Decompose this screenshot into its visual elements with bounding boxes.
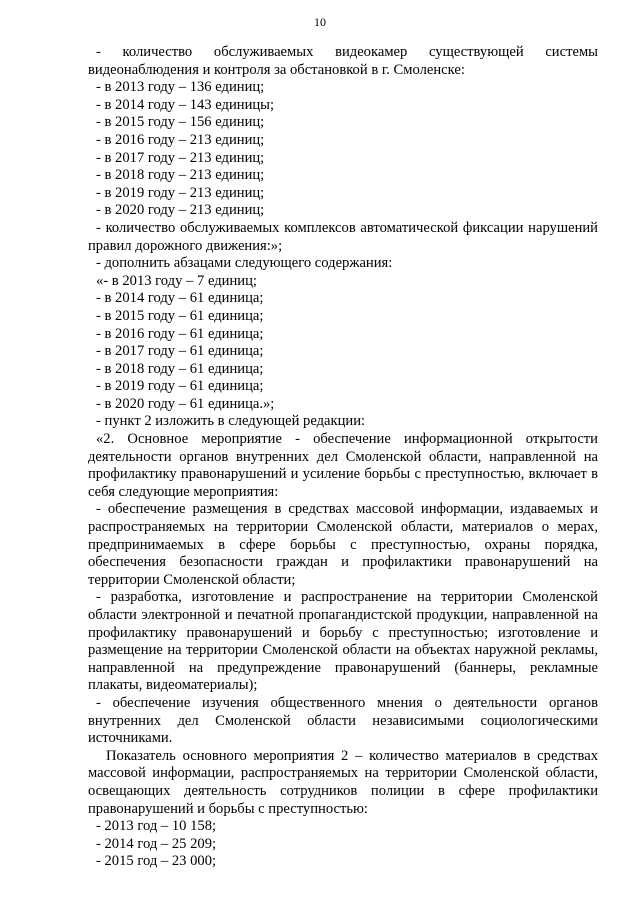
list-item: - в 2018 году – 61 единица; (96, 360, 264, 377)
list-item: - пункт 2 изложить в следующей редакции: (96, 413, 366, 430)
list-item: - 2015 год – 23 000; (96, 853, 217, 870)
list-item: - в 2015 году – 156 единиц; (96, 114, 265, 131)
list-item: - в 2020 году – 213 единиц; (96, 202, 265, 219)
list-item: - 2013 год – 10 158; (96, 818, 217, 835)
list-item: - в 2019 году – 213 единиц; (96, 184, 265, 201)
page-number: 10 (314, 15, 326, 29)
list-item: - в 2014 году – 143 единицы; (96, 96, 275, 113)
paragraph: - количество обслуживаемых комплексов автоматической фиксации нарушений правил дорожного движения:»; (88, 219, 598, 254)
paragraph: - обеспечение изучения общественного мнения о деятельности органов внутренних дел Смоленской области независимыми социологическими источниками. (88, 694, 598, 747)
list-item: - дополнить абзацами следующего содержания: (96, 255, 393, 272)
document-body (88, 44, 598, 871)
list-item: - в 2019 году – 61 единица; (96, 378, 264, 395)
list-item: - в 2016 году – 213 единиц; (96, 131, 265, 148)
list-item: «- в 2013 году – 7 единиц; (96, 272, 257, 289)
list-item: - в 2018 году – 213 единиц; (96, 167, 265, 184)
paragraph: Показатель основного мероприятия 2 – количество материалов в средствах массовой информации, распространяемых на территории Смоленской области, освещающих деятельность сотрудников полиции в сфере профилактики правонарушений и борьбы с преступностью: (88, 747, 598, 817)
list-item: - в 2017 году – 213 единиц; (96, 149, 265, 166)
paragraph: - разработка, изготовление и распространение на территории Смоленской области электронной и печатной пропагандистской продукции, направленной на профилактику правонарушений и борьбу с преступностью; изготовление и размещение на территории Смоленской области на объектах наружной рекламы, направленной на предупреждение правонарушений (баннеры, рекламные плакаты, видеоматериалы); (88, 589, 598, 694)
list-item: - в 2014 году – 61 единица; (96, 290, 264, 307)
list-item: - в 2013 году – 136 единиц; (96, 79, 265, 96)
list-item: - в 2016 году – 61 единица; (96, 325, 264, 342)
paragraph: - обеспечение размещения в средствах массовой информации, издаваемых и распространяемых на территории Смоленской области, материалов о мерах, предпринимаемых в сфере борьбы с преступностью, охраны порядка, обеспечения безопасности граждан и профилактики правонарушений на территории Смоленской области; (88, 501, 598, 588)
paragraph: - количество обслуживаемых видеокамер существующей системы видеонаблюдения и контроля за обстановкой в г. Смоленске: (88, 44, 598, 78)
list-item: - в 2015 году – 61 единица; (96, 307, 264, 324)
list-item: - в 2017 году – 61 единица; (96, 343, 264, 360)
list-item: - в 2020 году – 61 единица.»; (96, 395, 275, 412)
list-item: - 2014 год – 25 209; (96, 835, 217, 852)
paragraph: «2. Основное мероприятие - обеспечение информационной открытости деятельности органов внутренних дел Смоленской области, направленной на профилактику правонарушений и усиление борьбы с преступностью, включает в себя следующие мероприятия: (88, 431, 598, 500)
